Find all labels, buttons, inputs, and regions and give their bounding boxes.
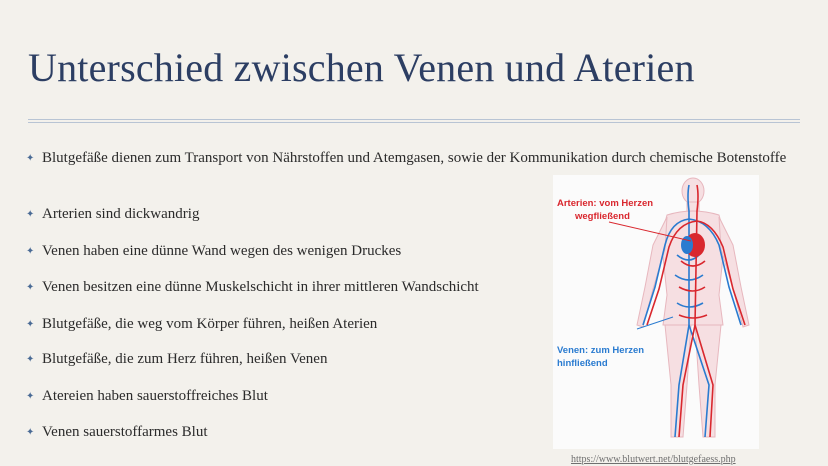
veins-label-line2: hinfließend [557, 358, 608, 369]
four-point-star-icon: ✦ [26, 153, 35, 164]
four-point-star-icon: ✦ [26, 282, 35, 293]
arteries-network [647, 185, 745, 437]
four-point-star-icon: ✦ [26, 354, 35, 365]
title-divider-top [28, 119, 800, 120]
slide-title: Unterschied zwischen Venen und Aterien [28, 45, 695, 90]
bullet-item [26, 149, 787, 168]
bullet-text: Blutgefäße dienen zum Transport von Nährstoffen und Atemgasen, sowie der Kommunikation durch chemische Botenstoffe [42, 150, 787, 166]
source-link[interactable]: https://www.blutwert.net/blutgefaess.php [571, 454, 736, 465]
circulatory-system-figure [553, 175, 759, 449]
four-point-star-icon: ✦ [26, 319, 35, 330]
arteries-label-line1: Arterien: vom Herzen [557, 198, 654, 209]
four-point-star-icon: ✦ [26, 209, 35, 220]
veins-label-line1: Venen: zum Herzen [557, 345, 645, 356]
four-point-star-icon: ✦ [26, 246, 35, 257]
arteries-label-line2: wegfließend [575, 211, 630, 222]
bullet-text: Venen besitzen eine dünne Muskelschicht in ihrer mittleren Wandschicht [42, 279, 479, 295]
title-divider-bottom [28, 122, 800, 123]
four-point-star-icon: ✦ [26, 391, 35, 402]
bullet-text: Blutgefäße, die weg vom Körper führen, heißen Aterien [42, 316, 378, 332]
bullet-text: Atereien haben sauerstoffreiches Blut [42, 388, 268, 404]
four-point-star-icon: ✦ [26, 427, 35, 438]
bullet-text: Blutgefäße, die zum Herz führen, heißen Venen [42, 351, 328, 367]
bullet-text: Arterien sind dickwandrig [42, 206, 200, 222]
bullet-text: Venen sauerstoffarmes Blut [42, 424, 208, 440]
bullet-text: Venen haben eine dünne Wand wegen des wenigen Druckes [42, 243, 402, 259]
